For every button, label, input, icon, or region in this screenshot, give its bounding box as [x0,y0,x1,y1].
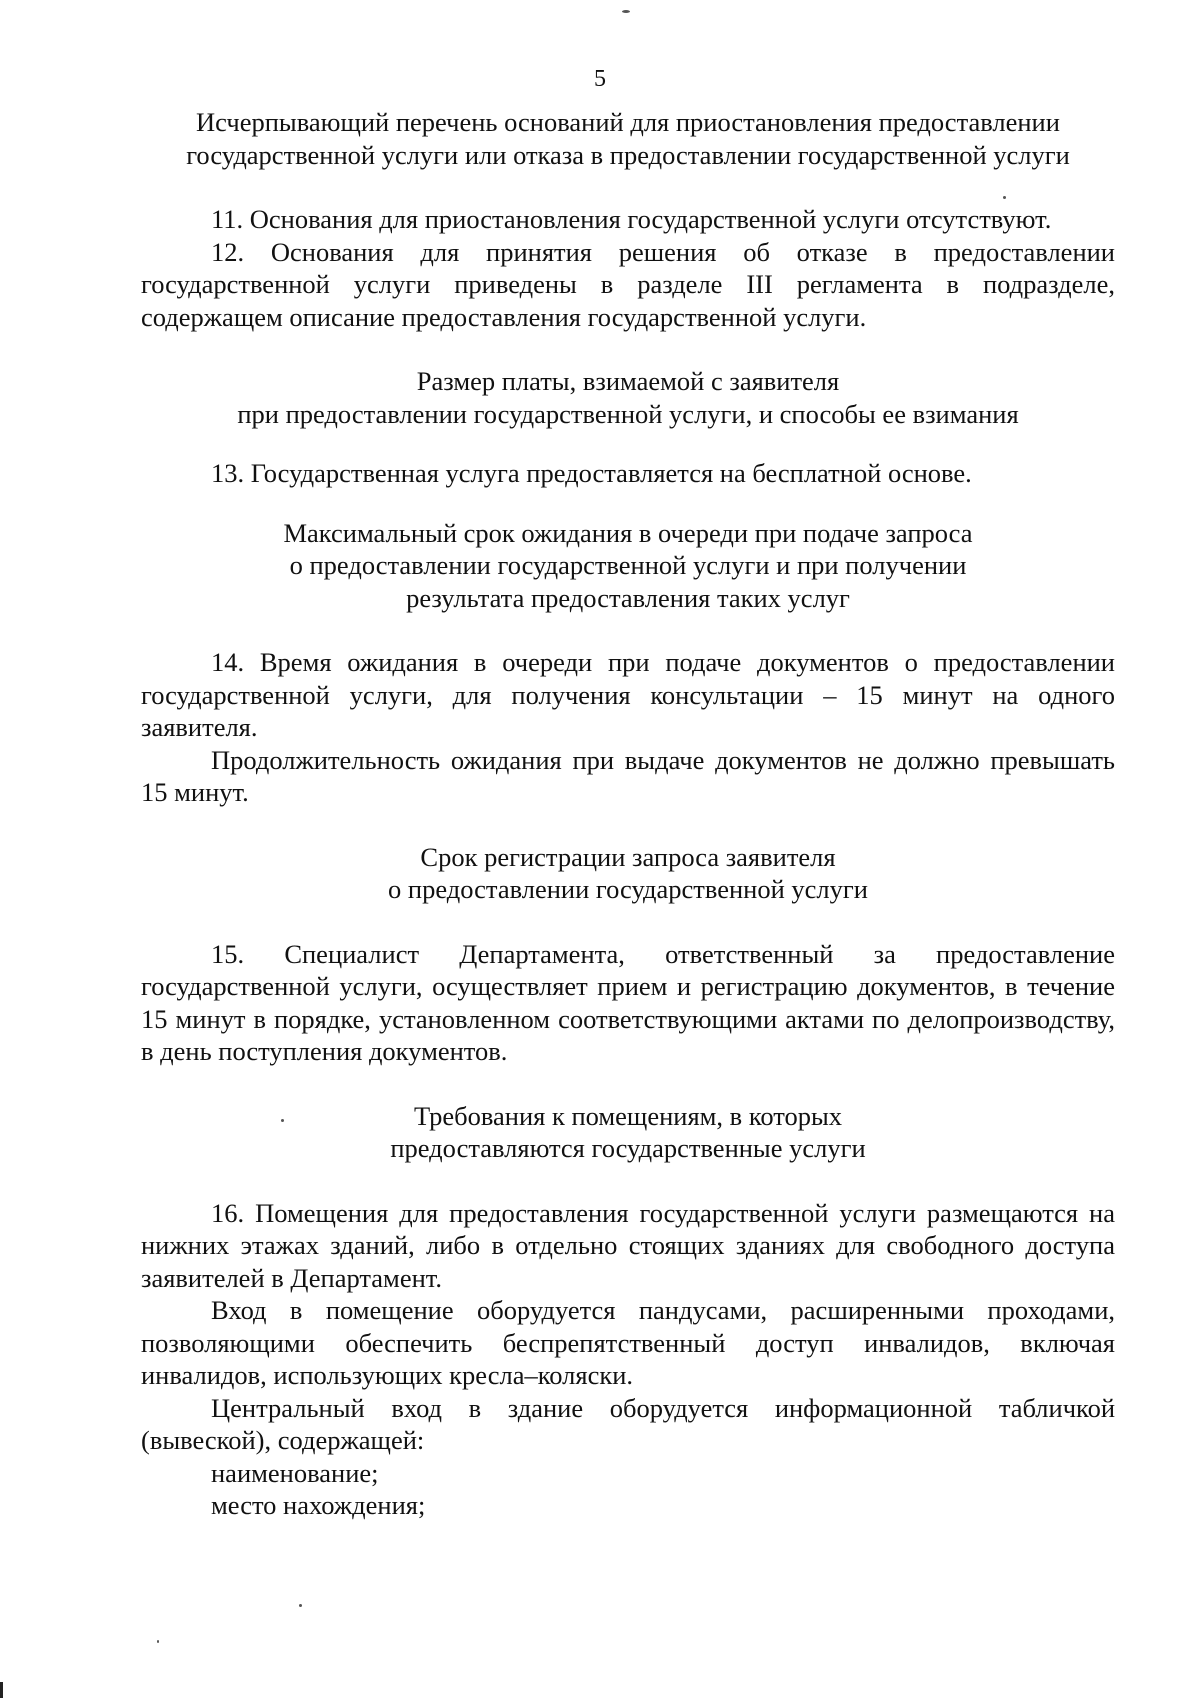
scan-speck [281,1119,284,1122]
heading-line: государственной услуги или отказа в предоставлении государственной услуги [186,139,1070,170]
scan-edge-mark [0,1682,3,1698]
heading-line: Срок регистрации запроса заявителя [420,841,836,872]
paragraph-14-continued: Продолжительность ожидания при выдаче документов не должно превышать 15 минут. [141,744,1115,807]
heading-line: Максимальный срок ожидания в очереди при подаче запроса [283,517,973,548]
scan-speck [299,1604,302,1607]
paragraph-16-entrance: Вход в помещение оборудуется пандусами, расширенными проходами, позволяющими обеспечить беспрепятственный доступ инвалидов, включая инвалидов, использующих кресла–коляски. [141,1295,1115,1390]
section-heading-fee [141,365,1115,430]
paragraph-16: 16. Помещения для предоставления государственной услуги размещаются на нижних этажах зданий, либо в отдельно стоящих зданиях для свободного доступа заявителей в Департамент. [141,1197,1115,1293]
list-item-location: место нахождения; [211,1490,426,1520]
heading-line: о предоставлении государственной услуги и при получении [289,550,967,580]
paragraph-11: 11. Основания для приостановления государственной услуги отсутствуют. [211,204,1052,234]
list-item-name: наименование; [211,1457,379,1488]
heading-line: о предоставлении государственной услуги [388,874,868,904]
section-heading-waiting-time [141,517,1115,615]
paragraph-14: 14. Время ожидания в очереди при подаче документов о предоставлении государственной услуги, для получения консультации – 15 минут на одного заявителя. [141,647,1115,742]
heading-line: предоставляются государственные услуги [390,1133,866,1163]
section-heading-premises-requirements [141,1100,1115,1165]
paragraph-13: 13. Государственная услуга предоставляется на бесплатной основе. [211,458,972,488]
section-heading-suspension-grounds [141,106,1115,171]
scan-speck [622,10,630,13]
scan-speck [157,1640,159,1643]
heading-line: Требования к помещениям, в которых [413,1100,843,1131]
heading-line: Размер платы, взимаемой с заявителя [416,366,840,396]
heading-line: Исчерпывающий перечень оснований для приостановления предоставлении [196,107,1060,137]
heading-line: при предоставлении государственной услуги, и способы ее взимания [237,398,1019,429]
paragraph-15: 15. Специалист Департамента, ответственный за предоставление государственной услуги, осуществляет прием и регистрацию документов, в течение 15 минут в порядке, установленном соответствующими актами по делопроизводству, в день поступления документов. [141,938,1115,1066]
paragraph-12: 12. Основания для принятия решения об отказе в предоставлении государственной услуги приведены в разделе III регламента в подразделе, содержащем описание предоставления государственной услуги. [141,236,1115,332]
heading-line: результата предоставления таких услуг [406,582,850,613]
section-heading-registration-term [141,841,1115,906]
page-number: 5 [594,66,606,92]
document-body [141,106,1115,1522]
paragraph-16-signboard: Центральный вход в здание оборудуется информационной табличкой (вывеской), содержащей: [141,1392,1115,1455]
scan-speck [1003,196,1006,199]
